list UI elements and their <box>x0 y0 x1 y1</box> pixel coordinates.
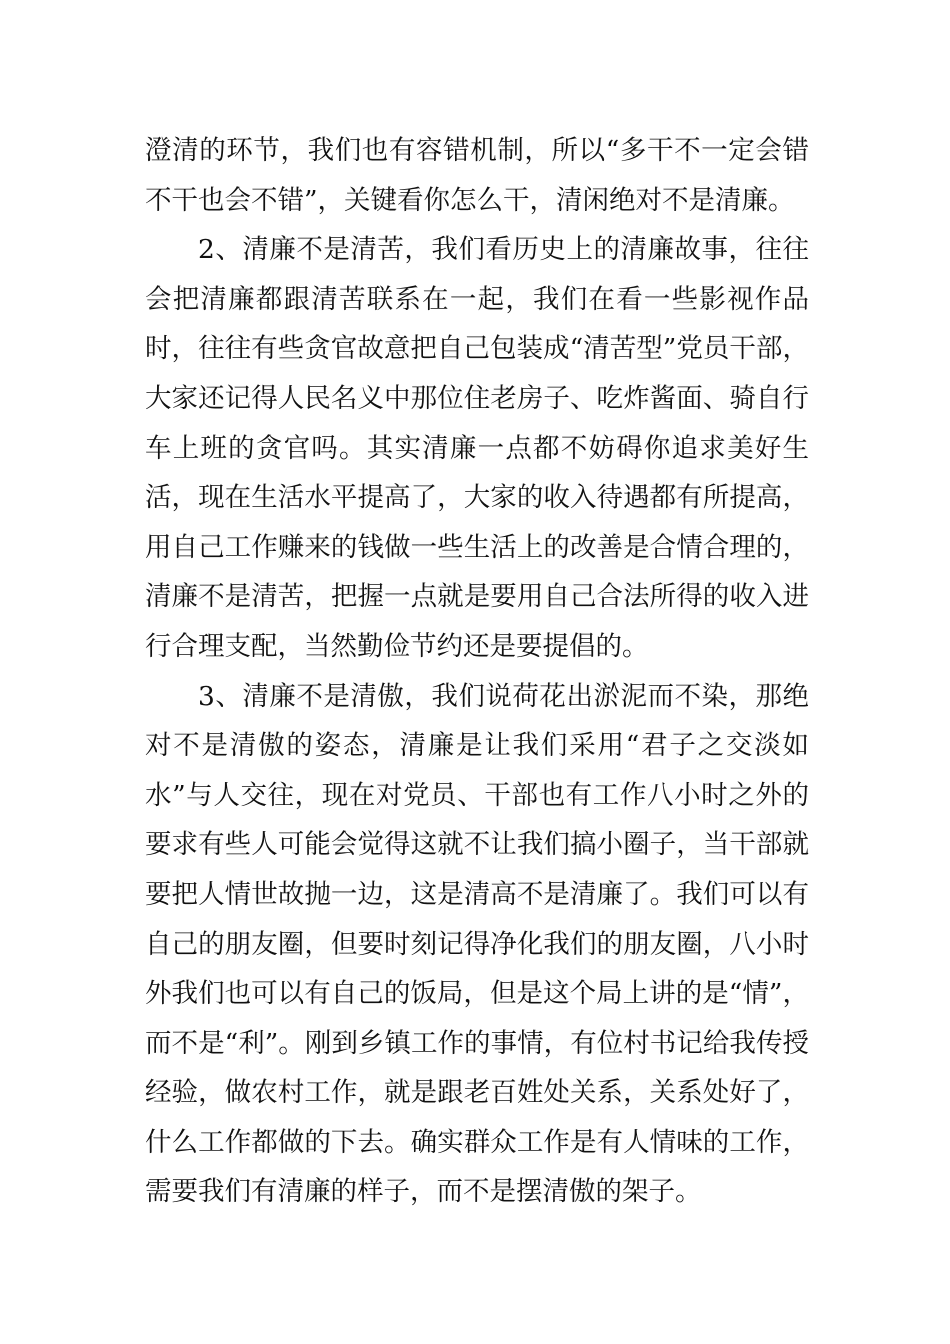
paragraph-continuation: 澄清的环节，我们也有容错机制，所以“多干不一定会错不干也会不错”，关键看你怎么干，清闲绝对不是清廉。 <box>145 135 809 216</box>
document-body <box>145 126 809 1217</box>
paragraph-point-3: 3、清廉不是清傲，我们说荷花出淤泥而不染，那绝对不是清傲的姿态，清廉是让我们采用“君子之交淡如水”与人交往，现在对党员、干部也有工作八小时之外的要求有些人可能会觉得这就不让我们搞小圈子，当干部就要把人情世故抛一边，这是清高不是清廉了。我们可以有自己的朋友圈，但要时刻记得净化我们的朋友圈，八小时外我们也可以有自己的饭局，但是这个局上讲的是“情”，而不是“利”。刚到乡镇工作的事情，有位村书记给我传授经验，做农村工作，就是跟老百姓处关系，关系处好了，什么工作都做的下去。确实群众工作是有人情味的工作，需要我们有清廉的样子，而不是摆清傲的架子。 <box>145 680 809 1208</box>
paragraph-point-2: 2、清廉不是清苦，我们看历史上的清廉故事，往往会把清廉都跟清苦联系在一起，我们在看一些影视作品时，往往有些贪官故意把自己包装成“清苦型”党员干部，大家还记得人民名义中那位住老房子、吃炸酱面、骑自行车上班的贪官吗。其实清廉一点都不妨碍你追求美好生活，现在生活水平提高了，大家的收入待遇都有所提高，用自己工作赚来的钱做一些生活上的改善是合情合理的，清廉不是清苦，把握一点就是要用自己合法所得的收入进行合理支配，当然勤俭节约还是要提倡的。 <box>145 234 809 662</box>
